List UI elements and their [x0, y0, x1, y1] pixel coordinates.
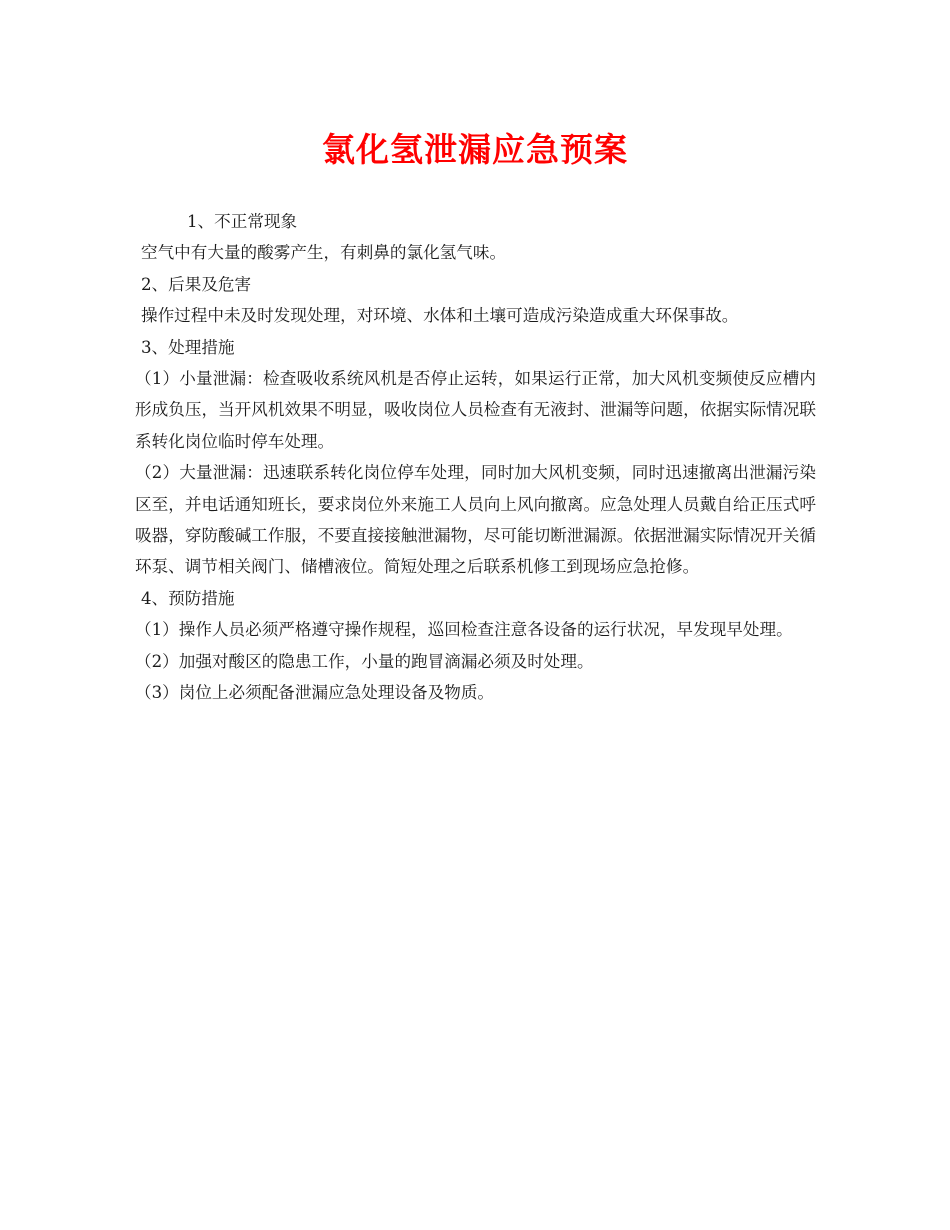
section-4-item-3: （3）岗位上必须配备泄漏应急处理设备及物质。 [135, 683, 495, 703]
section-4-item-2: （2）加强对酸区的隐患工作，小量的跑冒滴漏必须及时处理。 [135, 651, 594, 671]
document-title: 氯化氢泄漏应急预案 [322, 130, 628, 169]
section-3-item-2: （2）大量泄漏：迅速联系转化岗位停车处理，同时加大风机变频，同时迅速撤离出泄漏污染区至，并电话通知班长，要求岗位外来施工人员向上风向撤离。应急处理人员戴自给正压式呼吸器，穿防酸碱工作服，不要直接接触泄漏物，尽可能切断泄漏源。依据泄漏实际情况开关循环泵、调节相关阀门、储槽液位。简短处理之后联系机修工到现场应急抢修。 [135, 463, 816, 577]
section-2-heading: 2、后果及危害 [141, 274, 252, 294]
section-4-heading: 4、预防措施 [141, 588, 235, 608]
section-3-heading: 3、处理措施 [141, 337, 235, 357]
section-1-text: 空气中有大量的酸雾产生，有刺鼻的氯化氢气味。 [141, 243, 507, 263]
section-1-heading: 1、不正常现象 [187, 212, 298, 231]
section-3-item-1: （1）小量泄漏：检查吸收系统风机是否停止运转，如果运行正常，加大风机变频使反应槽内形成负压，当开风机效果不明显，吸收岗位人员检查有无液封、泄漏等问题，依据实际情况联系转化岗位临时停车处理。 [135, 369, 816, 451]
document-body [135, 206, 816, 709]
section-2-text: 操作过程中未及时发现处理，对环境、水体和土壤可造成污染造成重大环保事故。 [141, 306, 739, 326]
section-4-item-1: （1）操作人员必须严格遵守操作规程，巡回检查注意各设备的运行状况，早发现早处理。 [135, 620, 793, 640]
